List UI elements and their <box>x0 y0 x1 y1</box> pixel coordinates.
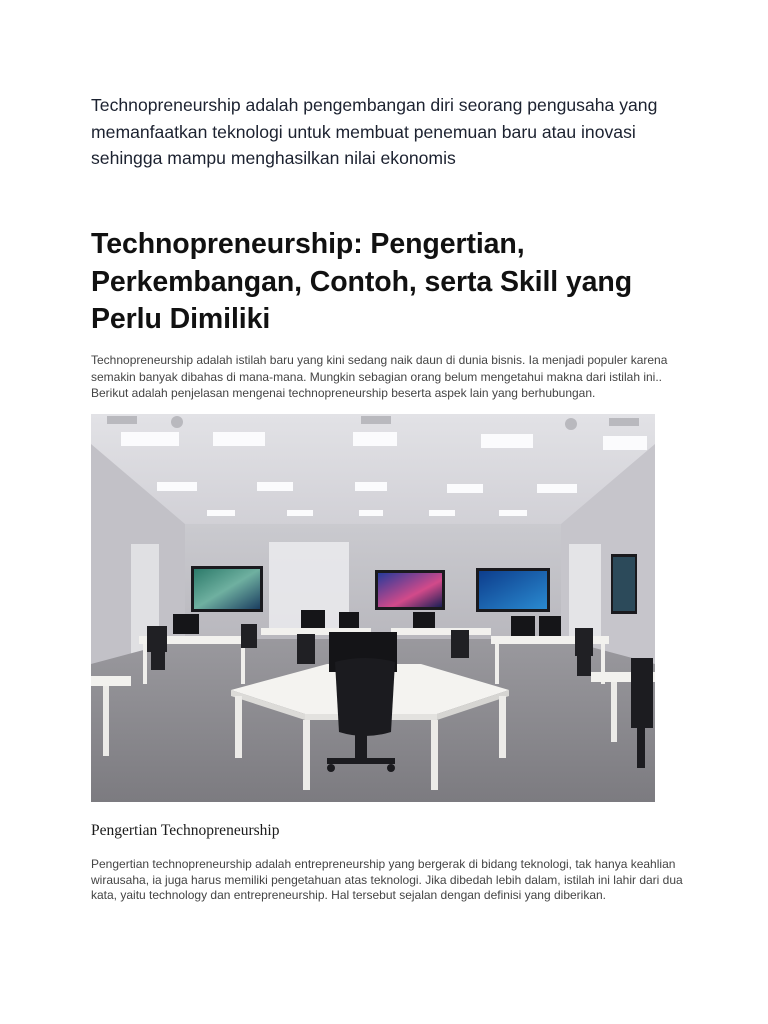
article-title: Technopreneurship: Pengertian, Perkembangan, Contoh, serta Skill yang Perlu Dimiliki <box>91 228 633 335</box>
wall-screen-display <box>613 557 635 611</box>
wall-screen-display <box>479 571 547 609</box>
desk-leg <box>611 682 617 742</box>
office-photo <box>91 414 655 802</box>
office-illustration <box>91 414 655 802</box>
desk-leg <box>103 686 109 756</box>
wall-screen-display <box>194 569 260 609</box>
intro-paragraph: Technopreneurship adalah istilah baru yang kini sedang naik daun di dunia bisnis. Ia menjadi populer karena semakin banyak dibahas di mana-mana. Mungkin sebagian orang belum mengetahui makna dari istilah ini.. Berikut adalah penjelasan mengenai technopreneurship beserta aspek lain yang berhubungan. <box>91 353 668 400</box>
window <box>569 544 601 639</box>
section-paragraph: Pengertian technopreneurship adalah entrepreneurship yang bergerak di bidang teknologi, tak hanya keahlian wirausaha, ia juga harus memiliki pengetahuan atas teknologi. Jika dibedah lebih dalam, istilah ini lahir dari dua kata, yaitu technology dan entrepreneurship. Hal tersebut sejalan dengan definisi yang diberikan. <box>91 857 683 902</box>
side-desk <box>91 676 131 686</box>
wall-screen-display <box>378 573 442 607</box>
lead-paragraph: Technopreneurship adalah pengembangan diri seorang pengusaha yang memanfaatkan teknologi untuk membuat penemuan baru atau inovasi sehingga mampu menghasilkan nilai ekonomis <box>91 95 658 168</box>
section-heading: Pengertian Technopreneurship <box>91 822 280 839</box>
